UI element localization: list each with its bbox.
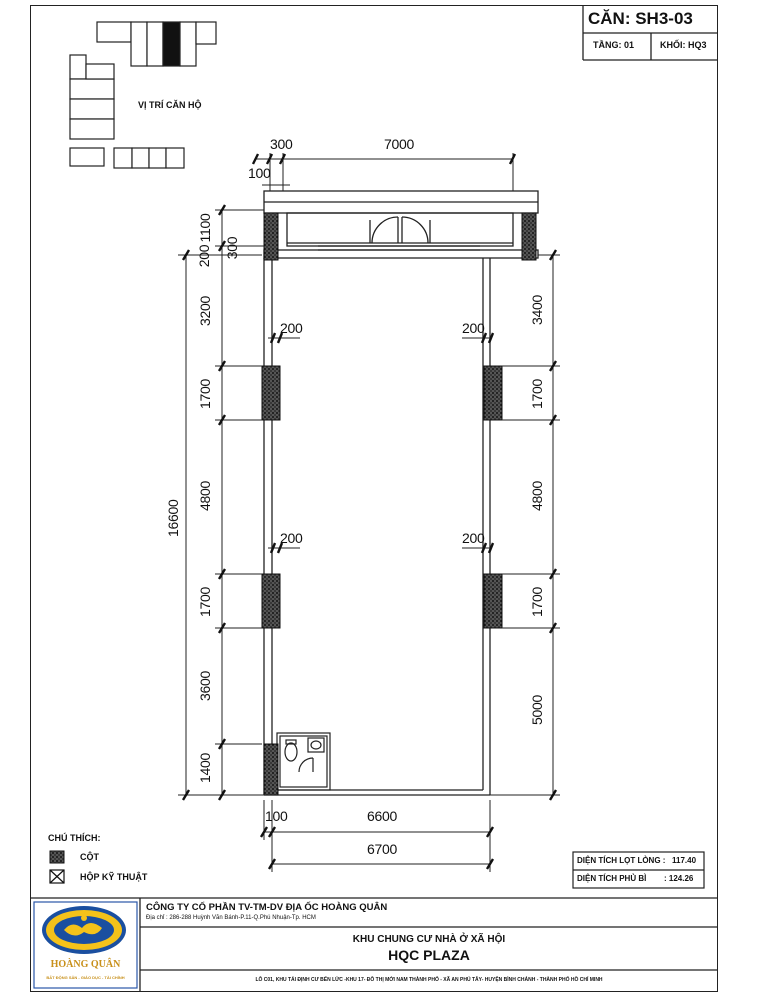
area-gross-label: DIỆN TÍCH PHỦ BÌ <box>577 874 647 883</box>
area-gross-value: : 124.26 <box>664 874 694 883</box>
legend-symbols <box>50 851 64 883</box>
logo-name: HOÀNG QUÂN <box>50 959 121 970</box>
area-interior-value: 117.40 <box>672 856 697 865</box>
dim-left-3200: 3200 <box>197 296 213 326</box>
dimension-ticks <box>183 154 556 869</box>
legend-shaft: HỘP KỸ THUẬT <box>80 872 148 882</box>
dim-right-1700a: 1700 <box>529 379 545 409</box>
columns <box>262 213 536 795</box>
project-site: LÔ C01, KHU TÁI ĐỊNH CƯ BẾN LỨC -KHU 17- ĐÔ THỊ MỚI NAM THÀNH PHỐ - XÃ AN PHÚ TÂY- HUYỆN BÌNH CHÁNH - THÀNH PHỐ HỒ CHÍ MINH <box>255 977 603 983</box>
dim-left-total: 16600 <box>165 499 181 537</box>
dim-left-1400: 1400 <box>197 753 213 783</box>
dim-right-3400: 3400 <box>529 295 545 325</box>
dim-top-300: 300 <box>270 136 293 152</box>
dim-col-200-mr: 200 <box>462 530 485 546</box>
dim-right-5000: 5000 <box>529 695 545 725</box>
dim-left-1700b: 1700 <box>197 587 213 617</box>
logo-tagline: BẤT ĐỘNG SẢN - GIÁO DỤC - TÀI CHÍNH <box>46 975 125 980</box>
project-name: HQC PLAZA <box>388 947 470 963</box>
balcony <box>264 191 538 250</box>
dim-col-200-tl: 200 <box>280 320 303 336</box>
block-label: KHỐI: HQ3 <box>660 40 707 50</box>
area-interior-label: DIỆN TÍCH LỌT LÒNG : <box>577 856 666 865</box>
dim-left-4800: 4800 <box>197 481 213 511</box>
dim-bottom-6700: 6700 <box>367 841 397 857</box>
dim-col-200-ml: 200 <box>280 530 303 546</box>
dim-left-1100: 1100 <box>197 213 213 243</box>
unit-code: CĂN: SH3-03 <box>588 9 693 28</box>
project-type: KHU CHUNG CƯ NHÀ Ở XÃ HỘI <box>352 934 506 945</box>
dim-left-300: 300 <box>224 236 240 260</box>
dim-top-7000: 7000 <box>384 136 414 152</box>
dim-top-100: 100 <box>248 165 271 181</box>
dim-bottom-6600: 6600 <box>367 808 397 824</box>
company-name: CÔNG TY CỔ PHẦN TV-TM-DV ĐỊA ỐC HOÀNG QUÂN <box>146 902 388 913</box>
dim-bottom-100: 100 <box>265 808 288 824</box>
legend-column: CỘT <box>80 852 99 862</box>
dim-right-4800: 4800 <box>529 481 545 511</box>
walls <box>264 250 538 795</box>
floor-label: TẦNG: 01 <box>593 40 635 50</box>
dim-left-200: 200 <box>196 244 212 268</box>
dim-col-200-tr: 200 <box>462 320 485 336</box>
dimension-lines <box>178 153 560 872</box>
company-address: Địa chỉ : 286-288 Huỳnh Văn Bánh-P.11-Q.Phú Nhuận-Tp. HCM <box>146 915 316 921</box>
location-label: VỊ TRÍ CĂN HỘ <box>138 100 202 110</box>
bathroom <box>277 733 330 790</box>
dim-left-1700a: 1700 <box>197 379 213 409</box>
dim-right-1700b: 1700 <box>529 587 545 617</box>
legend-title: CHÚ THÍCH: <box>48 833 101 843</box>
key-plan <box>70 22 216 168</box>
dim-left-3600: 3600 <box>197 671 213 701</box>
